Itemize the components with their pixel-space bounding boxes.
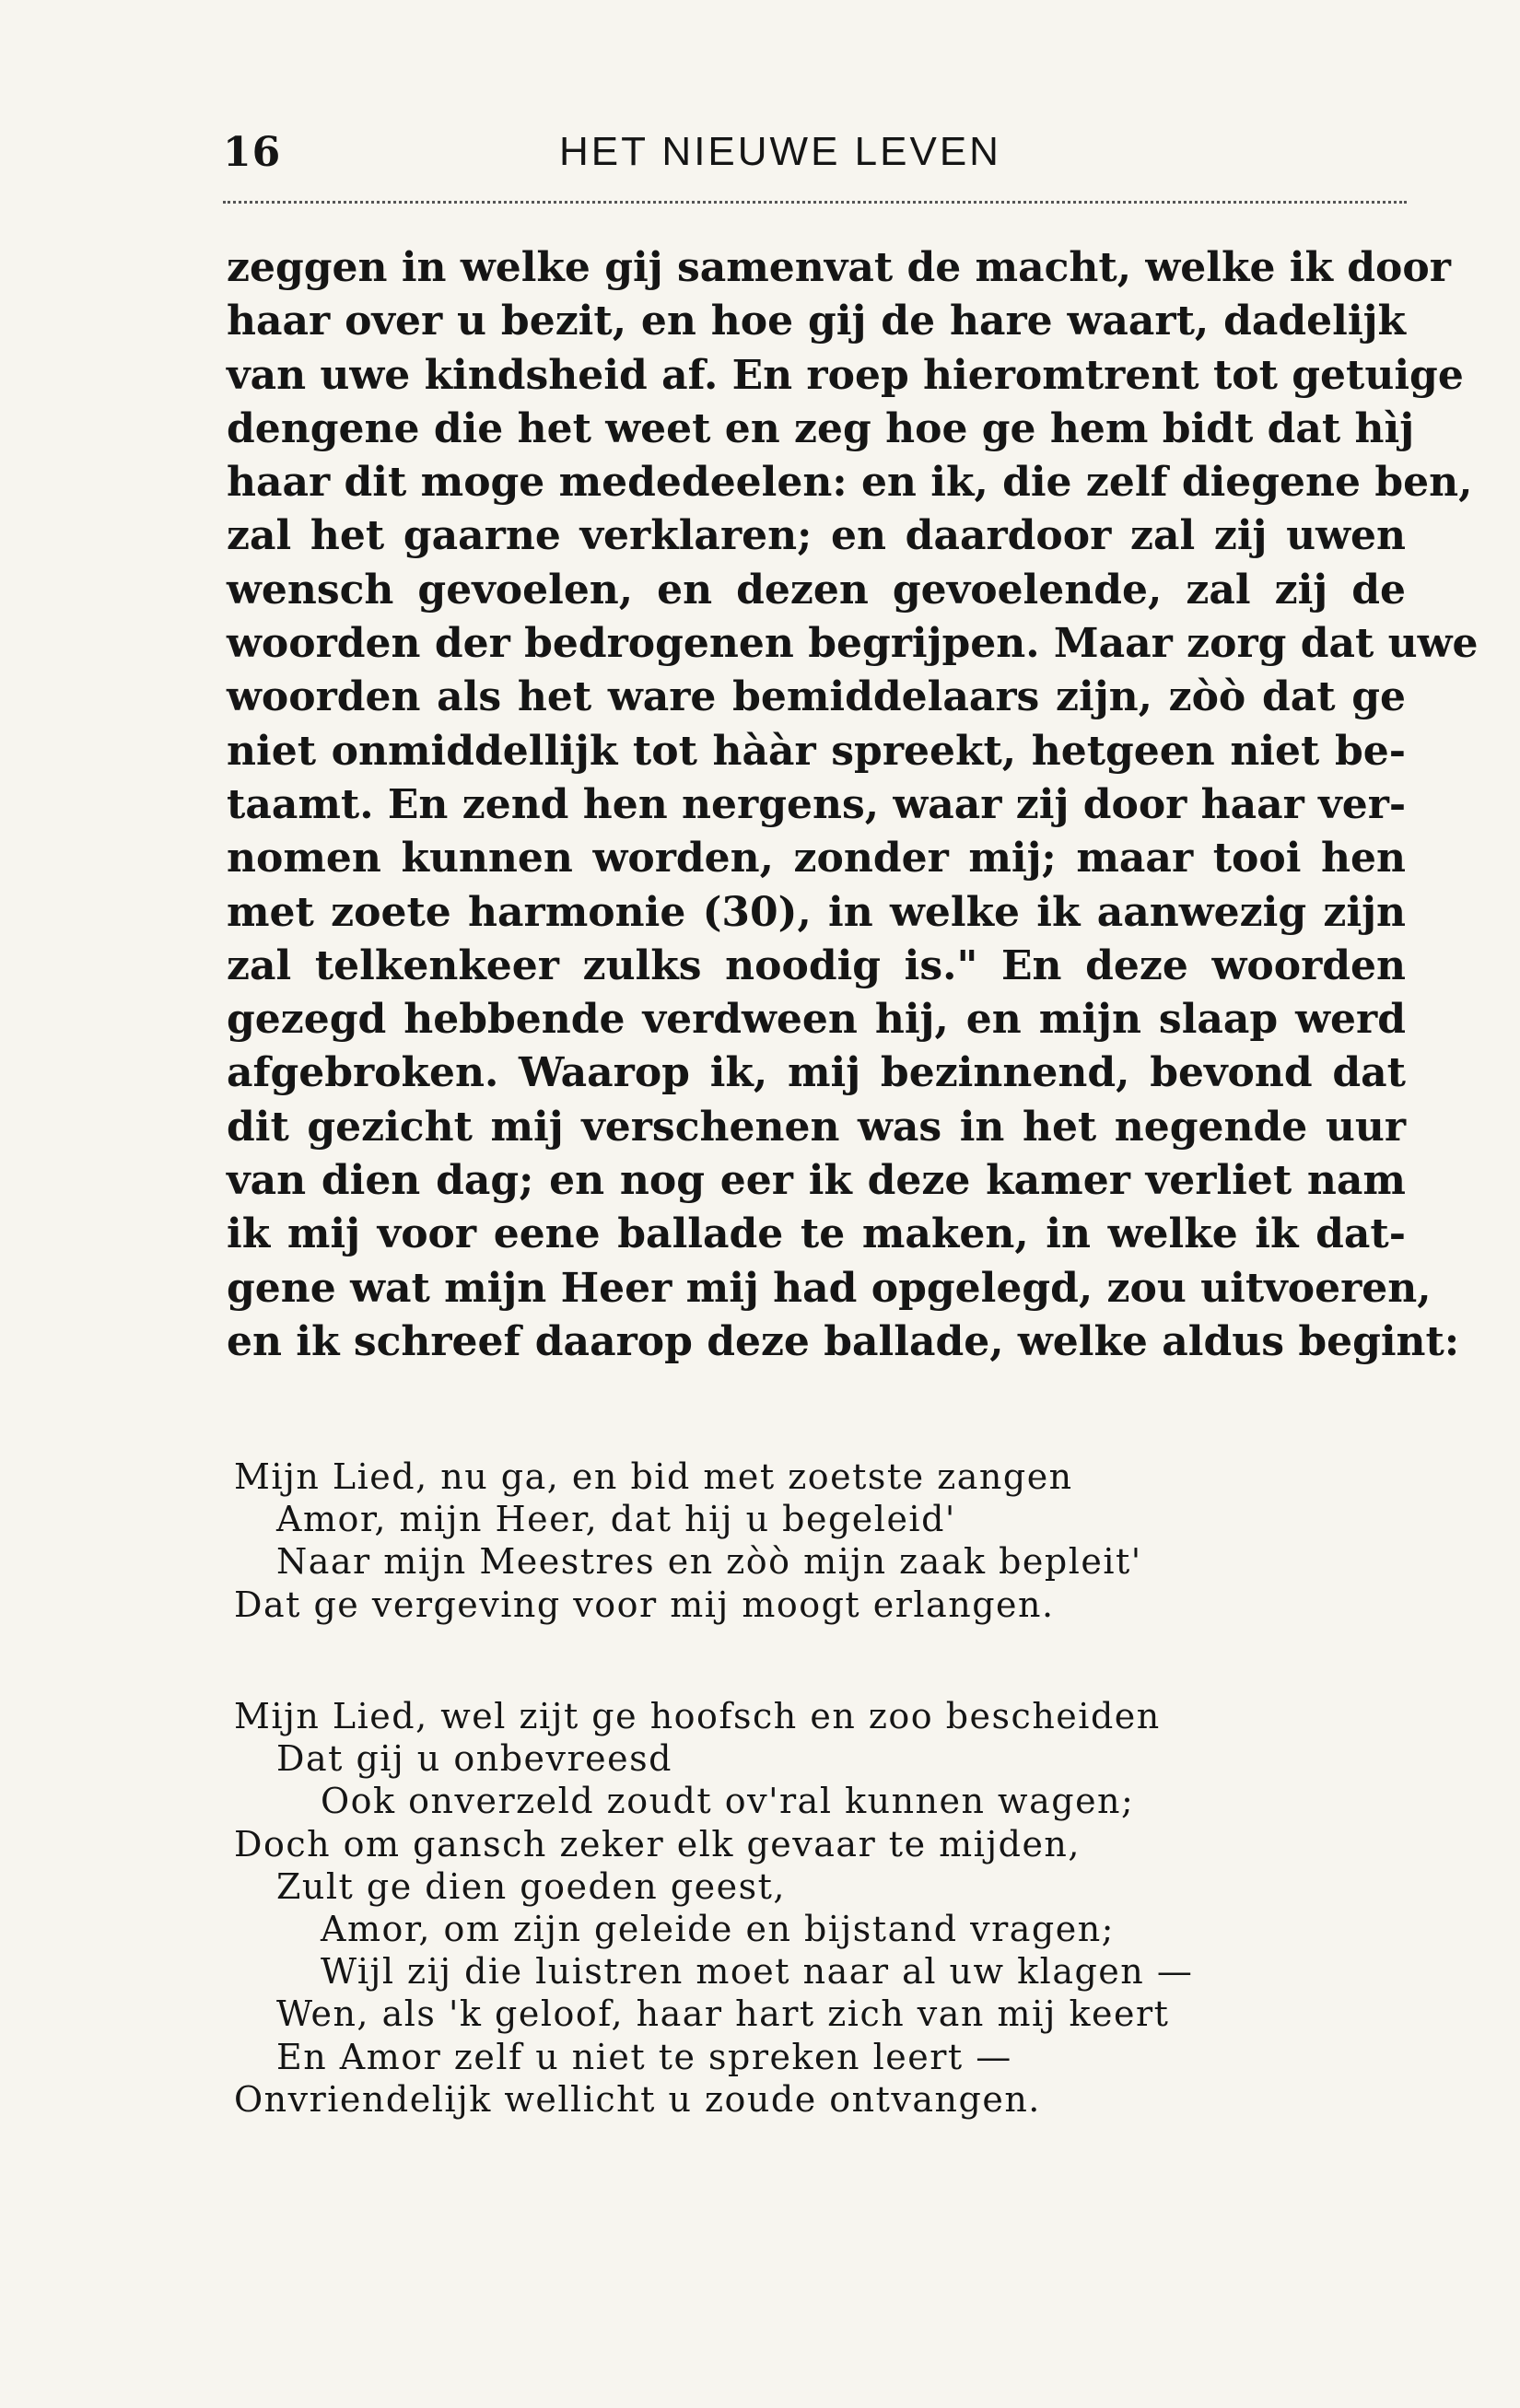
- prose-line: van uwe kindsheid af. En roep hieromtrent tot getuige: [227, 351, 1464, 399]
- prose-line: niet onmiddellijk tot hààr spreekt, hetgeen niet be-: [227, 727, 1406, 775]
- prose-line: zal telkenkeer zulks noodig is." En deze woorden: [227, 941, 1406, 989]
- prose-line: ik mij voor eene ballade te maken, in welke ik dat-: [227, 1210, 1406, 1258]
- verse-line: Dat ge vergeving voor mij moogt erlangen.: [234, 1584, 1055, 1625]
- prose-line: gezegd hebbende verdween hij, en mijn slaap werd: [227, 996, 1406, 1044]
- verse-line: Zult ge dien goeden geest,: [276, 1865, 787, 1907]
- prose-line: woorden als het ware bemiddelaars zijn, zòò dat ge: [227, 673, 1406, 721]
- verse-line: Onvriendelijk wellicht u zoude ontvangen.: [234, 2078, 1041, 2120]
- verse-line: En Amor zelf u niet te spreken leert —: [276, 2036, 1012, 2077]
- prose-line: van dien dag; en nog eer ik deze kamer verliet nam: [227, 1157, 1406, 1205]
- ballade-stanza-2: [234, 1695, 1193, 2121]
- ballade-stanza-1: [234, 1455, 1142, 1626]
- verse-line: Dat gij u onbevreesd: [276, 1738, 672, 1780]
- running-title: HET NIEUWE LEVEN: [559, 129, 1001, 174]
- verse-line: Mijn Lied, wel zijt ge hoofsch en zoo bescheiden: [234, 1696, 1161, 1736]
- header-divider: [223, 201, 1407, 204]
- prose-line: haar dit moge mededeelen: en ik, die zelf diegene ben,: [227, 459, 1473, 507]
- prose-line: zal het gaarne verklaren; en daardoor zal zij uwen: [227, 512, 1406, 560]
- prose-line: dit gezicht mij verschenen was in het negende uur: [227, 1103, 1406, 1151]
- prose-line: zeggen in welke gij samenvat de macht, welke ik door: [227, 244, 1451, 291]
- verse-line: Wijl zij die luistren moet naar al uw klagen —: [321, 1951, 1194, 1993]
- page-header: [223, 129, 1411, 184]
- verse-line: Mijn Lied, nu ga, en bid met zoetste zangen: [234, 1456, 1073, 1497]
- prose-line: wensch gevoelen, en dezen gevoelende, zal zij de: [227, 566, 1406, 614]
- verse-line: Naar mijn Meestres en zòò mijn zaak bepleit': [276, 1541, 1142, 1583]
- prose-line: en ik schreef daarop deze ballade, welke aldus begint:: [227, 1317, 1460, 1365]
- prose-line: met zoete harmonie (30), in welke ik aanwezig zijn: [227, 888, 1406, 936]
- prose-paragraph: [227, 241, 1479, 1369]
- prose-line: nomen kunnen worden, zonder mij; maar tooi hen: [227, 835, 1406, 883]
- verse-line: Wen, als 'k geloof, haar hart zich van mij keert: [276, 1993, 1170, 2035]
- prose-line: taamt. En zend hen nergens, waar zij door haar ver-: [227, 780, 1407, 828]
- verse-line: Doch om gansch zeker elk gevaar te mijden,: [234, 1823, 1081, 1864]
- verse-line: Ook onverzeld zoudt ov'ral kunnen wagen;: [321, 1781, 1135, 1822]
- prose-line: woorden der bedrogenen begrijpen. Maar zorg dat uwe: [227, 620, 1479, 668]
- prose-line: gene wat mijn Heer mij had opgelegd, zou uitvoeren,: [227, 1264, 1432, 1312]
- prose-line: haar over u bezit, en hoe gij de hare waart, dadelijk: [227, 298, 1406, 345]
- prose-line: dengene die het weet en zeg hoe ge hem bidt dat hìj: [227, 404, 1415, 452]
- verse-line: Amor, mijn Heer, dat hij u begeleid': [276, 1499, 956, 1540]
- prose-line: afgebroken. Waarop ik, mij bezinnend, bevond dat: [227, 1049, 1406, 1097]
- page-number: 16: [223, 129, 282, 176]
- verse-line: Amor, om zijn geleide en bijstand vragen;: [321, 1908, 1115, 1949]
